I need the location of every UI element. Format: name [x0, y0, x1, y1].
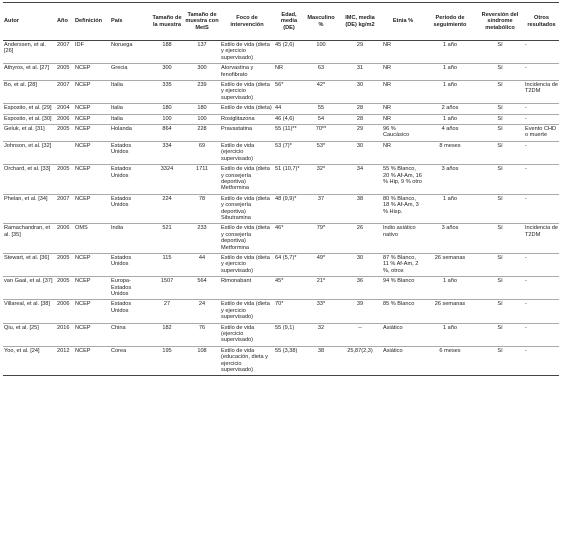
cell-definicion: NCEP	[74, 125, 110, 142]
cell-foco: Estilo de vida (educación, dieta y ejercicio supervisado)	[220, 346, 274, 376]
cell-etnia: NR	[382, 81, 424, 104]
table-row	[3, 277, 559, 300]
cell-definicion: NCEP	[74, 81, 110, 104]
cell-definicion: NCEP	[74, 323, 110, 346]
cell-edad: 46 (4,6)	[274, 114, 304, 124]
cell-ano: 2012	[56, 346, 74, 376]
cell-tamano-muestra: 195	[150, 346, 184, 376]
cell-autor: van Gaal, et al. [37]	[3, 277, 56, 300]
cell-foco: Estilo de vida (dieta y consejería deportiva) Sibutramina	[220, 194, 274, 224]
cell-tamano-mets: 300	[184, 64, 220, 81]
cell-reversion: Sí	[476, 81, 524, 104]
cell-autor: Johnson, et al. [32]	[3, 141, 56, 164]
cell-masculino: 32*	[304, 165, 338, 195]
cell-pais: Estados Unidos	[110, 300, 150, 323]
header-periodo: Periodo de seguimiento	[424, 3, 476, 41]
cell-tamano-muestra: 224	[150, 194, 184, 224]
cell-pais: Italia	[110, 81, 150, 104]
header-ano: Año	[56, 3, 74, 41]
cell-reversion: Sí	[476, 141, 524, 164]
cell-foco: Rosiglitazona	[220, 114, 274, 124]
cell-edad: 55 (11)**	[274, 125, 304, 142]
cell-imc: 30	[338, 253, 382, 276]
cell-imc: 28	[338, 104, 382, 114]
cell-pais: Estados Unidos	[110, 194, 150, 224]
table-row	[3, 346, 559, 376]
cell-edad: 53 (7)*	[274, 141, 304, 164]
table-row	[3, 64, 559, 81]
cell-autor: Ramachandran, et al. [35]	[3, 224, 56, 254]
header-definicion: Definición	[74, 3, 110, 41]
cell-masculino: 53*	[304, 141, 338, 164]
cell-pais: Corea	[110, 346, 150, 376]
cell-autor: Esposito, et al. [30]	[3, 114, 56, 124]
cell-foco: Estilo de vida (ejercicio supervisado)	[220, 141, 274, 164]
cell-etnia: NR	[382, 141, 424, 164]
cell-pais: Estados Unidos	[110, 253, 150, 276]
cell-reversion: Sí	[476, 300, 524, 323]
cell-etnia: 94 % Blanco	[382, 277, 424, 300]
cell-tamano-mets: 24	[184, 300, 220, 323]
cell-etnia: 96 % Caucásico	[382, 125, 424, 142]
cell-etnia: 87 % Blanco, 11 % Af-Am, 2 %, otros	[382, 253, 424, 276]
cell-reversion: Sí	[476, 224, 524, 254]
cell-tamano-mets: 44	[184, 253, 220, 276]
cell-foco: Pravastatina	[220, 125, 274, 142]
cell-tamano-mets: 564	[184, 277, 220, 300]
cell-edad: 45*	[274, 277, 304, 300]
cell-edad: 51 (10,7)*	[274, 165, 304, 195]
cell-ano: 2007	[56, 81, 74, 104]
cell-definicion: NCEP	[74, 300, 110, 323]
cell-ano: 2007	[56, 194, 74, 224]
cell-ano: 2004	[56, 104, 74, 114]
cell-ano	[56, 141, 74, 164]
cell-definicion: NCEP	[74, 277, 110, 300]
header-masculino: Masculino %	[304, 3, 338, 41]
cell-edad: NR	[274, 64, 304, 81]
cell-tamano-muestra: 180	[150, 104, 184, 114]
table-body	[3, 41, 559, 376]
cell-masculino: 21*	[304, 277, 338, 300]
cell-ano: 2016	[56, 323, 74, 346]
header-tamano-mets: Tamaño de muestra con MetS	[184, 3, 220, 41]
cell-imc: --	[338, 323, 382, 346]
cell-foco: Estilo de vida (dieta y ejercicio supervisado)	[220, 300, 274, 323]
cell-tamano-muestra: 182	[150, 323, 184, 346]
cell-autor: Yoo, et al. [24]	[3, 346, 56, 376]
cell-etnia: NR	[382, 41, 424, 64]
cell-imc: 30	[338, 141, 382, 164]
cell-tamano-muestra: 1507	[150, 277, 184, 300]
cell-masculino: 49*	[304, 253, 338, 276]
cell-masculino: 37	[304, 194, 338, 224]
cell-otros: -	[524, 323, 559, 346]
cell-masculino: 33*	[304, 300, 338, 323]
cell-tamano-muestra: 3324	[150, 165, 184, 195]
cell-autor: Geluk, et al. [31]	[3, 125, 56, 142]
cell-imc: 30	[338, 81, 382, 104]
cell-edad: 44	[274, 104, 304, 114]
cell-foco: Atorvastina y fenofibrato	[220, 64, 274, 81]
cell-definicion: NCEP	[74, 194, 110, 224]
table-row	[3, 114, 559, 124]
cell-imc: 26	[338, 224, 382, 254]
cell-tamano-muestra: 334	[150, 141, 184, 164]
cell-reversion: Sí	[476, 323, 524, 346]
cell-foco: Estilo de vida (dieta y ejercicio supervisado)	[220, 41, 274, 64]
cell-imc: 25,87(2,3)	[338, 346, 382, 376]
cell-definicion: IDF	[74, 41, 110, 64]
table-row	[3, 224, 559, 254]
cell-tamano-mets: 108	[184, 346, 220, 376]
cell-periodo: 1 año	[424, 194, 476, 224]
cell-imc: 36	[338, 277, 382, 300]
cell-edad: 46*	[274, 224, 304, 254]
cell-ano: 2007	[56, 41, 74, 64]
cell-masculino: 100	[304, 41, 338, 64]
cell-pais: China	[110, 323, 150, 346]
cell-otros: -	[524, 300, 559, 323]
cell-pais: Italia	[110, 114, 150, 124]
cell-edad: 45 (2,6)	[274, 41, 304, 64]
cell-tamano-mets: 180	[184, 104, 220, 114]
cell-foco: Estilo de vida (ejercicio supervisado)	[220, 323, 274, 346]
results-table-container	[3, 2, 559, 376]
cell-periodo: 26 semanas	[424, 300, 476, 323]
cell-autor: Esposito, et al. [29]	[3, 104, 56, 114]
cell-autor: Qiu, et al. [25]	[3, 323, 56, 346]
cell-otros: -	[524, 41, 559, 64]
cell-tamano-mets: 76	[184, 323, 220, 346]
header-tamano-muestra: Tamaño de la muestra	[150, 3, 184, 41]
cell-etnia: NR	[382, 114, 424, 124]
cell-periodo: 3 años	[424, 165, 476, 195]
cell-ano: 2005	[56, 64, 74, 81]
cell-periodo: 1 año	[424, 64, 476, 81]
cell-periodo: 1 año	[424, 41, 476, 64]
cell-masculino: 55	[304, 104, 338, 114]
cell-pais: Europa-Estados Unidos	[110, 277, 150, 300]
table-row	[3, 141, 559, 164]
cell-otros: Evento CHD o muerte	[524, 125, 559, 142]
cell-definicion: NCEP	[74, 114, 110, 124]
cell-pais: Italia	[110, 104, 150, 114]
cell-otros: -	[524, 104, 559, 114]
cell-autor: Athyros, et al. [27]	[3, 64, 56, 81]
cell-etnia: Indio asiático nativo	[382, 224, 424, 254]
cell-reversion: Sí	[476, 194, 524, 224]
cell-foco: Rimonabant	[220, 277, 274, 300]
cell-masculino: 32	[304, 323, 338, 346]
header-edad: Edad, media (DE)	[274, 3, 304, 41]
table-row	[3, 165, 559, 195]
cell-ano: 2005	[56, 253, 74, 276]
cell-imc: 28	[338, 114, 382, 124]
cell-pais: Estados Unidos	[110, 165, 150, 195]
header-reversion: Reversión del síndrome metabólico	[476, 3, 524, 41]
cell-tamano-muestra: 521	[150, 224, 184, 254]
cell-periodo: 1 año	[424, 114, 476, 124]
cell-masculino: 38	[304, 346, 338, 376]
cell-imc: 39	[338, 300, 382, 323]
cell-reversion: Sí	[476, 346, 524, 376]
cell-reversion: Sí	[476, 114, 524, 124]
cell-tamano-mets: 1711	[184, 165, 220, 195]
cell-pais: India	[110, 224, 150, 254]
cell-autor: Bo, et al. [28]	[3, 81, 56, 104]
cell-imc: 31	[338, 64, 382, 81]
cell-foco: Estilo de vida (dieta y ejercicio supervisado)	[220, 81, 274, 104]
cell-imc: 29	[338, 41, 382, 64]
cell-pais: Estados Unidos	[110, 141, 150, 164]
cell-foco: Estilo de vida (dieta y consejería deportiva) Metformina	[220, 165, 274, 195]
cell-otros: -	[524, 64, 559, 81]
cell-tamano-muestra: 188	[150, 41, 184, 64]
table-row	[3, 323, 559, 346]
header-row	[3, 3, 559, 41]
cell-otros: -	[524, 253, 559, 276]
cell-etnia: 55 % Blanco, 20 % Af-Am, 16 % Hip, 9 % otro	[382, 165, 424, 195]
cell-edad: 70*	[274, 300, 304, 323]
cell-pais: Noruega	[110, 41, 150, 64]
cell-reversion: Sí	[476, 64, 524, 81]
cell-tamano-mets: 100	[184, 114, 220, 124]
cell-reversion: Sí	[476, 165, 524, 195]
cell-periodo: 2 años	[424, 104, 476, 114]
cell-masculino: 79*	[304, 224, 338, 254]
cell-etnia: 80 % Blanco, 18 % Af-Am, 3 % Hisp.	[382, 194, 424, 224]
cell-otros: -	[524, 114, 559, 124]
cell-foco: Estilo de vida (dieta y consejería deportiva) Metformina	[220, 224, 274, 254]
cell-ano: 2006	[56, 300, 74, 323]
cell-autor: Stewart, et al. [36]	[3, 253, 56, 276]
cell-reversion: Sí	[476, 125, 524, 142]
cell-tamano-mets: 137	[184, 41, 220, 64]
table-row	[3, 41, 559, 64]
cell-periodo: 4 años	[424, 125, 476, 142]
cell-autor: Orchard, et al. [33]	[3, 165, 56, 195]
cell-pais: Grecia	[110, 64, 150, 81]
cell-definicion: NCEP	[74, 346, 110, 376]
table-row	[3, 81, 559, 104]
cell-masculino: 70**	[304, 125, 338, 142]
header-pais: País	[110, 3, 150, 41]
cell-tamano-muestra: 300	[150, 64, 184, 81]
cell-edad: 64 (5,7)*	[274, 253, 304, 276]
cell-periodo: 6 meses	[424, 346, 476, 376]
cell-edad: 56*	[274, 81, 304, 104]
cell-otros: -	[524, 346, 559, 376]
cell-tamano-mets: 228	[184, 125, 220, 142]
cell-otros: -	[524, 141, 559, 164]
cell-etnia: 85 % Blanco	[382, 300, 424, 323]
cell-ano: 2006	[56, 224, 74, 254]
cell-otros: -	[524, 277, 559, 300]
cell-edad: 55 (9,1)	[274, 323, 304, 346]
header-etnia: Etnia %	[382, 3, 424, 41]
cell-etnia: NR	[382, 104, 424, 114]
cell-periodo: 1 año	[424, 81, 476, 104]
table-row	[3, 104, 559, 114]
cell-otros: Incidencia de T2DM	[524, 81, 559, 104]
cell-edad: 55 (3,38)	[274, 346, 304, 376]
cell-tamano-muestra: 100	[150, 114, 184, 124]
cell-definicion: NCEP	[74, 104, 110, 114]
table-row	[3, 300, 559, 323]
cell-tamano-mets: 69	[184, 141, 220, 164]
cell-periodo: 3 años	[424, 224, 476, 254]
cell-edad: 48 (9,9)*	[274, 194, 304, 224]
cell-imc: 29	[338, 125, 382, 142]
cell-reversion: Sí	[476, 277, 524, 300]
cell-ano: 2005	[56, 165, 74, 195]
cell-ano: 2005	[56, 277, 74, 300]
header-otros: Otros resultados	[524, 3, 559, 41]
cell-tamano-muestra: 335	[150, 81, 184, 104]
cell-otros: Incidencia de T2DM	[524, 224, 559, 254]
header-foco: Foco de intervención	[220, 3, 274, 41]
cell-masculino: 54	[304, 114, 338, 124]
cell-masculino: 63	[304, 64, 338, 81]
cell-periodo: 1 año	[424, 277, 476, 300]
cell-periodo: 1 año	[424, 323, 476, 346]
cell-otros: -	[524, 194, 559, 224]
cell-tamano-mets: 233	[184, 224, 220, 254]
cell-tamano-mets: 78	[184, 194, 220, 224]
table-row	[3, 125, 559, 142]
cell-tamano-mets: 239	[184, 81, 220, 104]
cell-tamano-muestra: 27	[150, 300, 184, 323]
cell-definicion: NCEP	[74, 253, 110, 276]
cell-periodo: 8 meses	[424, 141, 476, 164]
cell-otros: -	[524, 165, 559, 195]
cell-etnia: Asiático	[382, 346, 424, 376]
cell-reversion: Sí	[476, 253, 524, 276]
cell-autor: Phelan, et al. [34]	[3, 194, 56, 224]
cell-foco: Estilo de vida (dieta)	[220, 104, 274, 114]
cell-pais: Holanda	[110, 125, 150, 142]
cell-etnia: Asiático	[382, 323, 424, 346]
header-imc: IMC, media (DE) kg/m2	[338, 3, 382, 41]
cell-definicion: NCEP	[74, 64, 110, 81]
cell-imc: 34	[338, 165, 382, 195]
cell-reversion: Sí	[476, 104, 524, 114]
cell-definicion: NCEP	[74, 165, 110, 195]
cell-periodo: 26 semanas	[424, 253, 476, 276]
cell-tamano-muestra: 864	[150, 125, 184, 142]
header-autor: Autor	[3, 3, 56, 41]
cell-definicion: OMS	[74, 224, 110, 254]
cell-ano: 2005	[56, 125, 74, 142]
cell-imc: 38	[338, 194, 382, 224]
cell-reversion: Sí	[476, 41, 524, 64]
cell-autor: Villareal, et al. [38]	[3, 300, 56, 323]
cell-foco: Estilo de vida (dieta y ejercicio supervisado)	[220, 253, 274, 276]
cell-ano: 2006	[56, 114, 74, 124]
cell-tamano-muestra: 115	[150, 253, 184, 276]
table-row	[3, 253, 559, 276]
cell-autor: Anderssen, et al. [26]	[3, 41, 56, 64]
cell-etnia: NR	[382, 64, 424, 81]
table-row	[3, 194, 559, 224]
results-table	[3, 2, 559, 376]
cell-definicion: NCEP	[74, 141, 110, 164]
cell-masculino: 42*	[304, 81, 338, 104]
